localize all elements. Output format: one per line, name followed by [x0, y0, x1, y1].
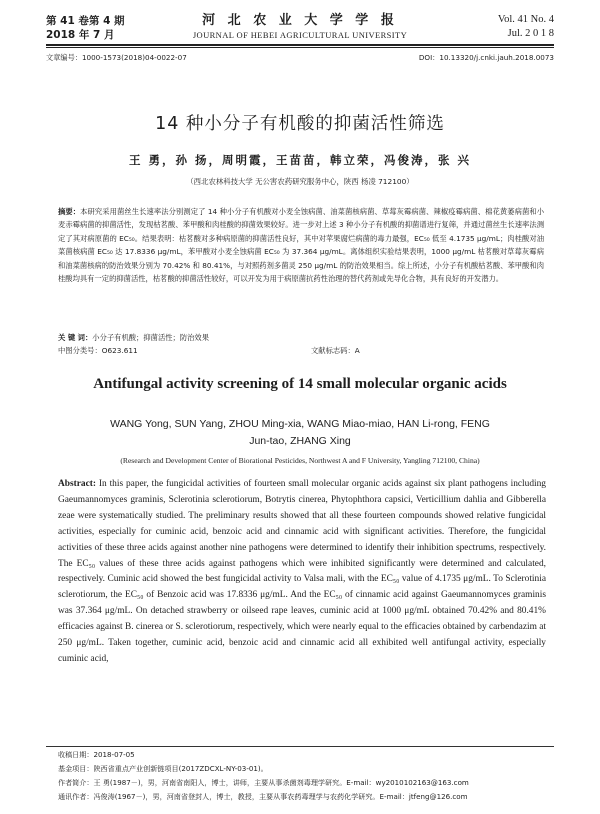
classification-cn	[58, 346, 544, 358]
footnote-corresponding: 通讯作者：冯俊涛(1967－)，男，河南省登封人，博士，教授，主要从事农药毒理学与农药化学研究。E-mail：jtfeng@126.com	[58, 792, 468, 801]
keywords-cn-label: 关 键 词：	[58, 333, 93, 342]
header-rule-thin	[46, 47, 554, 48]
journal-name-en: JOURNAL OF HEBEI AGRICULTURAL UNIVERSITY	[192, 30, 408, 40]
header-rule-thick	[46, 44, 554, 46]
header-right	[498, 13, 554, 41]
abstract-cn	[58, 205, 544, 285]
abstract-cn-text: 本研究采用菌丝生长速率法分别测定了 14 种小分子有机酸对小麦全蚀病菌、油菜菌核病菌、草莓灰霉病菌、辣椒疫霉病菌、棉花黄萎病菌和小麦赤霉病菌的抑菌活性，发现枯茗酸、苯甲酸和肉桂酸的抑菌效果较好。进一步对上述 3 种小分子有机酸的抑菌谱进行复筛，并通过菌丝生长速率法测定了其对病原菌的 EC₅₀。结果表明：枯茗酸对多种病原菌的抑菌活性良好，其中对苹果腐烂病菌的毒力最强，EC₅₀ 低至 4.1735 μg/mL；肉桂酸对油菜菌核病菌 EC₅₀ 达 17.8336 μg/mL，苯甲酸对小麦全蚀病菌 EC₅₀ 为 37.364 μg/mL。离体组织实验结果表明，1000 μg/mL 枯茗酸对草莓灰霉病和油菜菌核病的防治效果分别为 70.42% 和 80.41%，与对照药剂多菌灵 250 μg/mL 的防治效果相当。综上所述，小分子有机酸枯茗酸、苯甲酸和肉桂酸均具有一定的抑菌活性，枯茗酸的抑菌活性较好，可以开发为用于病原菌抗药性治理的替代药剂或先导化合物，具有良好的开发潜力。	[58, 207, 544, 284]
abstract-en	[58, 477, 546, 668]
affiliation-en: (Research and Development Center of Biorational Pesticides, Northwest A and F University, Yangling 712100, China)	[120, 456, 480, 465]
authors-en: WANG Yong, SUN Yang, ZHOU Ming-xia, WANG Miao-miao, HAN Li-rong, FENG Jun-tao, ZHANG Xing	[110, 418, 490, 447]
abstract-cn-label: 摘要：	[58, 207, 81, 216]
title-cn: 14 种小分子有机酸的抑菌活性筛选	[155, 114, 445, 134]
document-code: 文献标志码：A	[311, 346, 360, 355]
clc-number: 中图分类号：O623.611	[58, 346, 138, 355]
footnote-rule	[46, 746, 554, 747]
journal-name-cn: 河 北 农 业 大 学 学 报	[202, 13, 398, 28]
keywords-cn-text: 小分子有机酸；抑菌活性；防治效果	[92, 333, 210, 342]
title-en: Antifungal activity screening of 14 small molecular organic acids	[93, 376, 507, 392]
header-left	[46, 14, 125, 42]
footnote-received: 收稿日期：2018-07-05	[58, 750, 135, 759]
date-cn: 2018 年 7 月	[46, 29, 115, 41]
footnote-first-author: 作者简介：王 勇(1987－)，男，河南省南阳人，博士，讲师，主要从事杀菌剂毒理学研究。E-mail：wy2010102163@163.com	[58, 778, 469, 787]
affiliation-cn: （西北农林科技大学 无公害农药研究服务中心，陕西 杨凌 712100）	[186, 177, 414, 186]
abstract-en-text: In this paper, the fungicidal activities of fourteen small molecular organic acids against six plant pathogens including Gaeumannomyces graminis, Sclerotinia sclerotiorum, Botrytis cinerea, Phytophthora capsici, Verticillium dahlia and Gibberella zeae were systematically studied. The preliminary results showed that all these fourteen compounds showed relative fungicidal activities, especially for cuminic acid, benzoic acid and cinnamic acid with significant activities. Therefore, the fungicidal activities of these three acids against another nine pathogens were determined to identify their inhibition spectrums, respectively. The EC₅₀ values of these three acids against pathogens which were inhibited significantly were determined and calculated, respectively. Cuminic acid showed the best fungicidal activity to Valsa mali, with the EC₅₀ value of 4.1735 μg/mL. To Sclerotinia sclerotiorum, the EC₅₀ of Benzoic acid was 17.8336 μg/mL. And the EC₅₀ of cinnamic acid against Gaeumannomyces graminis was 37.364 μg/mL. On detached strawberry or oilseed rape leaves, cuminic acid at 1000 μg/mL obtained 70.42% and 80.41% efficacies against B. cinerea or S. sclerotiorum, respectively, which were nearly equal to the efficacies obtained by carbendazim at 250 μg/mL. Taken together, cuminic acid, benzoic acid and cinnamic acid all exhibited well antifungal activity, especially cuminic acid,	[58, 479, 546, 664]
abstract-en-label: Abstract:	[58, 479, 97, 489]
keywords-cn	[58, 332, 544, 344]
date-en: Jul. 2 0 1 8	[507, 28, 554, 39]
footnote-fund: 基金项目：陕西省重点产业创新链项目(2017ZDCXL-NY-03-01)。	[58, 764, 268, 773]
doi: DOI：10.13320/j.cnki.jauh.2018.0073	[418, 53, 554, 62]
volume-en: Vol. 41 No. 4	[497, 14, 554, 25]
authors-cn: 王 勇，孙 扬，周明霞，王苗苗，韩立荣，冯俊涛，张 兴	[128, 153, 471, 167]
header-center	[150, 12, 450, 41]
volume-cn: 第 41 卷第 4 期	[46, 15, 125, 27]
article-number: 文章编号：1000-1573(2018)04-0022-07	[46, 53, 187, 62]
article-meta	[46, 53, 554, 65]
